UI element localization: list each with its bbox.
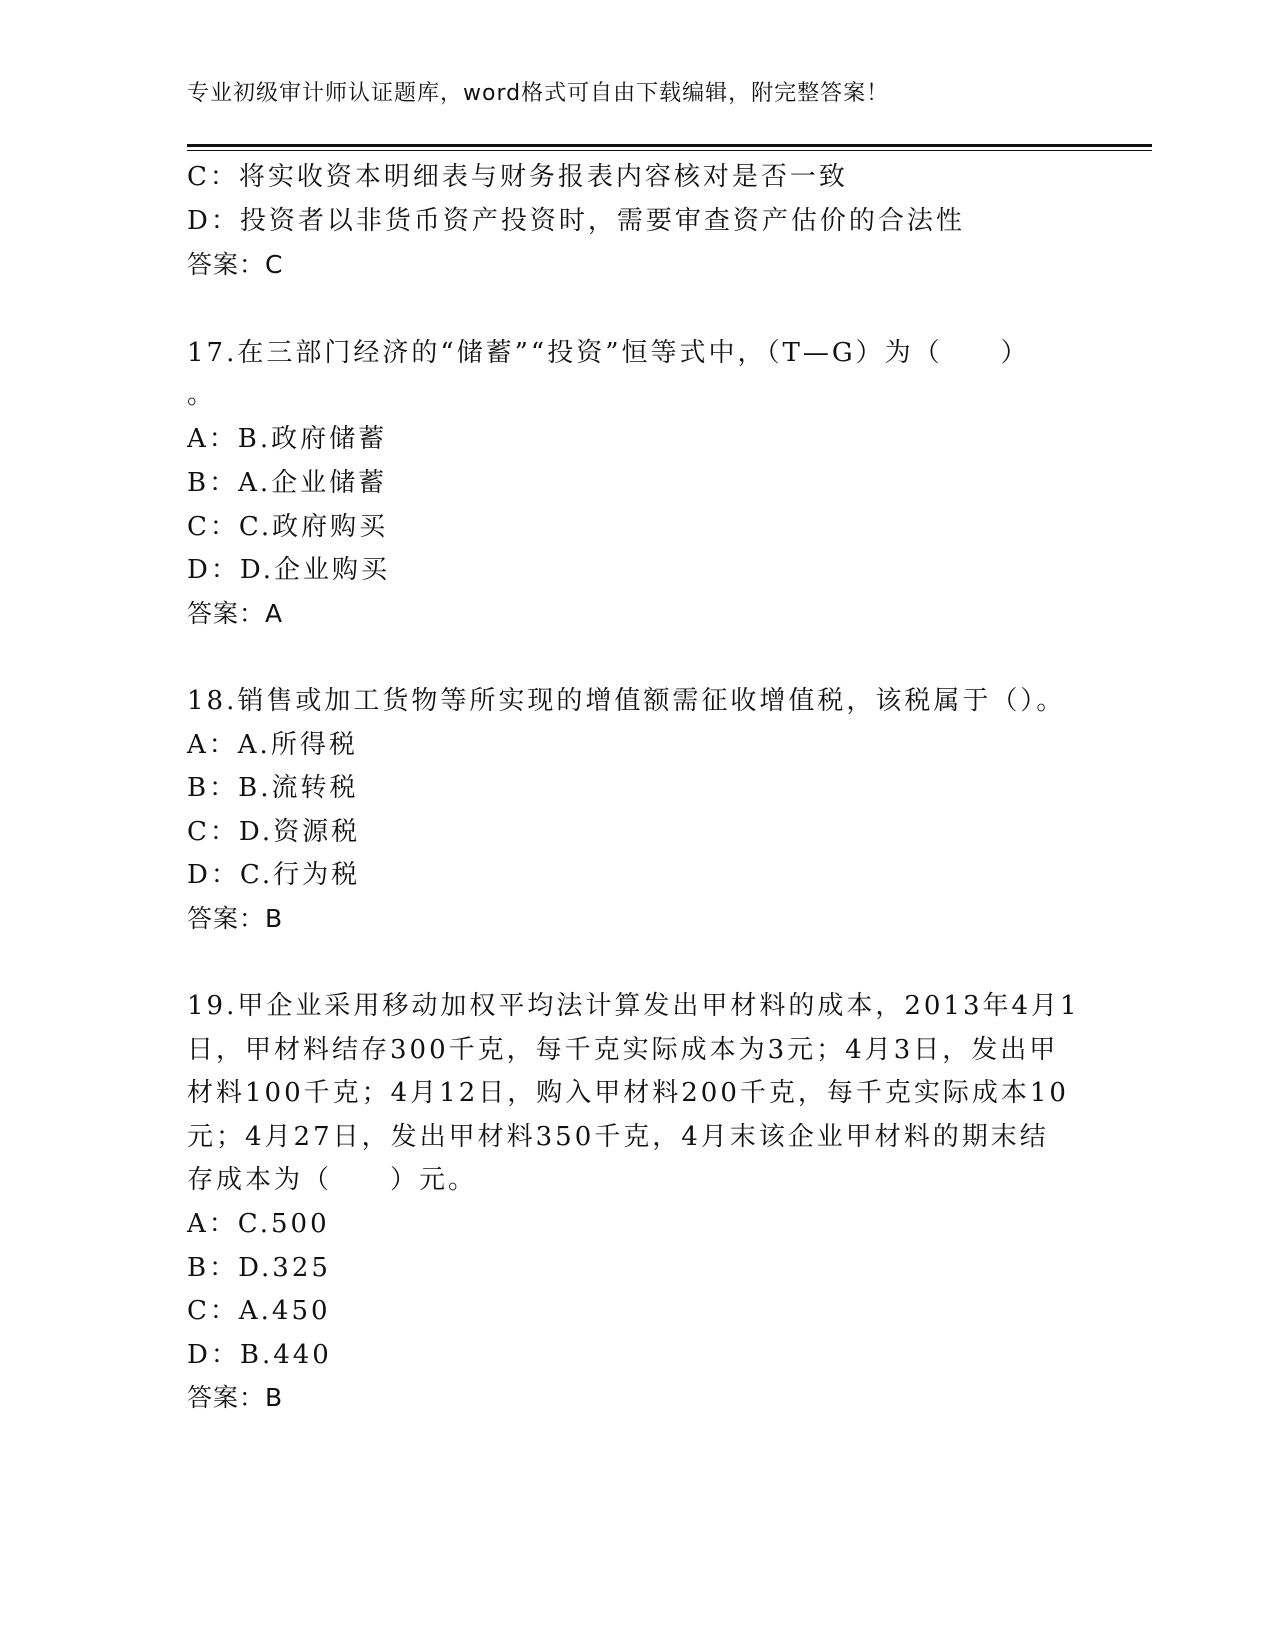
- q18-option-d: D：C.行为税: [187, 860, 361, 890]
- q18-option-a: A：A.所得税: [187, 730, 358, 760]
- q16-option-c: C：将实收资本明细表与财务报表内容核对是否一致: [187, 162, 848, 192]
- q19-option-c: C：A.450: [187, 1296, 331, 1326]
- q16-option-d: D：投资者以非货币资产投资时，需要审查资产估价的合法性: [187, 206, 965, 236]
- header-rule-thin: [187, 150, 1152, 151]
- header-rule-thick: [187, 144, 1152, 147]
- q17-stem-line1: 17.在三部门经济的“储蓄”“投资”恒等式中，（T—G）为（ ）: [187, 338, 1030, 368]
- q19-option-a: A：C.500: [187, 1209, 330, 1239]
- page-header: 专业初级审计师认证题库，word格式可自由下载编辑，附完整答案！: [187, 81, 890, 106]
- q19-stem-line2: 日，甲材料结存300千克，每千克实际成本为3元；4月3日，发出甲: [187, 1035, 1059, 1065]
- q19-stem-line1: 19.甲企业采用移动加权平均法计算发出甲材料的成本，2013年4月1: [187, 991, 1080, 1021]
- q17-option-b: B：A.企业储蓄: [187, 468, 388, 498]
- q17-stem-line2: 。: [187, 380, 217, 410]
- q19-stem-line4: 元；4月27日，发出甲材料350千克，4月末该企业甲材料的期末结: [187, 1122, 1049, 1152]
- q16-answer: 答案：C: [187, 250, 284, 279]
- q19-option-b: B：D.325: [187, 1253, 331, 1283]
- q18-answer: 答案：B: [187, 904, 284, 933]
- q19-stem-line5: 存成本为（ ）元。: [187, 1165, 478, 1195]
- q17-option-d: D：D.企业购买: [187, 555, 391, 585]
- q18-option-c: C：D.资源税: [187, 817, 361, 847]
- q17-answer: 答案：A: [187, 599, 284, 628]
- q18-stem: 18.销售或加工货物等所实现的增值额需征收增值税，该税属于（）。: [187, 686, 1066, 716]
- q19-stem-line3: 材料100千克；4月12日，购入甲材料200千克，每千克实际成本10: [187, 1078, 1069, 1108]
- q19-answer: 答案：B: [187, 1383, 284, 1412]
- q18-option-b: B：B.流转税: [187, 773, 359, 803]
- q17-option-c: C：C.政府购买: [187, 512, 389, 542]
- q17-option-a: A：B.政府储蓄: [187, 424, 388, 454]
- q19-option-d: D：B.440: [187, 1340, 332, 1370]
